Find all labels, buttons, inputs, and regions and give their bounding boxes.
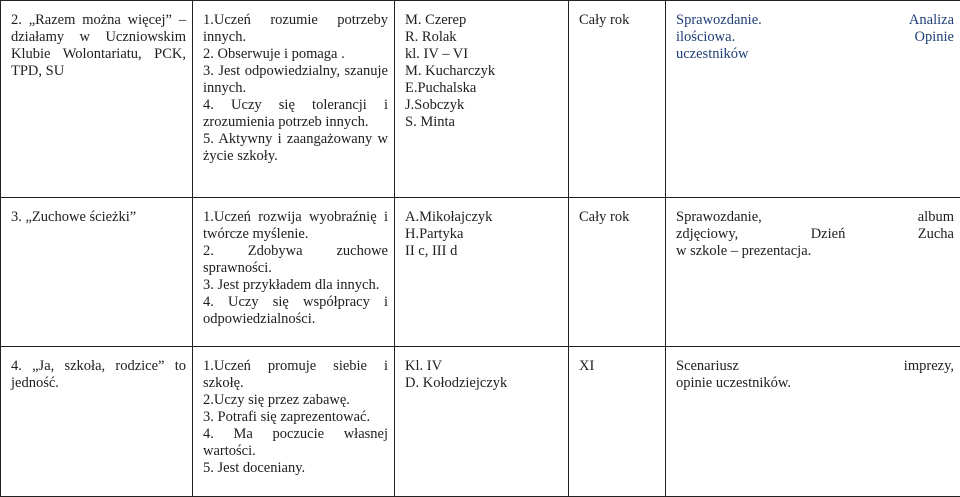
outcome-line: 2. Obserwuje i pomaga . bbox=[203, 46, 345, 62]
outcome-line: 2. Zdobywa zuchowe bbox=[203, 242, 388, 259]
evaluation-cell bbox=[666, 197, 960, 346]
task-line: Klubie Wolontariatu, PCK, bbox=[11, 46, 186, 62]
outcomes-cell bbox=[193, 1, 395, 198]
evaluation-line: ilościowa. Opinie bbox=[676, 29, 954, 45]
outcomes-cell bbox=[193, 197, 395, 346]
responsible-line: A.Mikołajczyk bbox=[405, 208, 493, 225]
outcome-line: sprawności. bbox=[203, 259, 272, 276]
outcome-line: wartości. bbox=[203, 442, 256, 459]
term-text: Cały rok bbox=[579, 12, 630, 28]
outcome-line: 4. Ma poczucie własnej bbox=[203, 425, 388, 442]
task-cell bbox=[1, 1, 193, 198]
evaluation-line: uczestników bbox=[676, 46, 749, 62]
term-cell bbox=[569, 197, 666, 346]
evaluation-cell bbox=[666, 1, 960, 198]
outcome-line: 3. Potrafi się zaprezentować. bbox=[203, 408, 371, 425]
responsible-line: J.Sobczyk bbox=[405, 97, 465, 113]
responsible-line: M. Kucharczyk bbox=[405, 63, 496, 79]
outcome-line: odpowiedzialności. bbox=[203, 310, 316, 327]
responsible-line: Kl. IV bbox=[405, 357, 443, 374]
evaluation-cell bbox=[666, 346, 960, 496]
outcome-line: szkołę. bbox=[203, 374, 244, 391]
responsible-line: S. Minta bbox=[405, 114, 455, 130]
outcome-line: 3. Jest przykładem dla innych. bbox=[203, 276, 380, 293]
task-cell bbox=[1, 197, 193, 346]
term-text: XI bbox=[579, 357, 595, 374]
outcome-line: życie szkoły. bbox=[203, 148, 278, 164]
outcome-line: 1.Uczeń rozumie potrzeby bbox=[203, 12, 388, 28]
evaluation-line: zdjęciowy, Dzień Zucha bbox=[676, 225, 954, 242]
responsible-cell bbox=[395, 1, 569, 198]
evaluation-line: Sprawozdanie. Analiza bbox=[676, 12, 954, 28]
evaluation-line: Scenariusz imprezy, bbox=[676, 357, 954, 374]
task-line: jedność. bbox=[11, 374, 59, 391]
outcome-line: 1.Uczeń promuje siebie i bbox=[203, 357, 388, 374]
outcome-line: 5. Jest doceniany. bbox=[203, 459, 306, 476]
task-line: 4. „Ja, szkoła, rodzice” to bbox=[11, 357, 186, 374]
task-line: działamy w Uczniowskim bbox=[11, 29, 186, 45]
responsible-line: II c, III d bbox=[405, 242, 458, 259]
responsible-cell bbox=[395, 197, 569, 346]
outcome-line: 3. Jest odpowiedzialny, szanuje bbox=[203, 63, 388, 79]
outcome-line: 1.Uczeń rozwija wyobraźnię i bbox=[203, 208, 388, 225]
term-cell bbox=[569, 1, 666, 198]
evaluation-line: opinie uczestników. bbox=[676, 374, 792, 391]
outcome-line: twórcze myślenie. bbox=[203, 225, 309, 242]
outcome-line: 4. Uczy się tolerancji i bbox=[203, 97, 388, 113]
outcome-line: 4. Uczy się współpracy i bbox=[203, 293, 388, 310]
table-row bbox=[1, 346, 960, 496]
outcome-line: zrozumienia potrzeb innych. bbox=[203, 114, 369, 130]
responsible-line: D. Kołodziejczyk bbox=[405, 374, 508, 391]
task-line: 2. „Razem można więcej” – bbox=[11, 12, 186, 28]
task-cell bbox=[1, 346, 193, 496]
responsible-line: H.Partyka bbox=[405, 225, 464, 242]
responsible-line: R. Rolak bbox=[405, 29, 457, 45]
outcome-line: 2.Uczy się przez zabawę. bbox=[203, 391, 350, 408]
task-line: TPD, SU bbox=[11, 63, 65, 79]
responsible-line: E.Puchalska bbox=[405, 80, 477, 96]
evaluation-line: Sprawozdanie, album bbox=[676, 208, 954, 225]
outcome-line: innych. bbox=[203, 29, 247, 45]
responsible-line: M. Czerep bbox=[405, 12, 467, 28]
responsible-cell bbox=[395, 346, 569, 496]
term-cell bbox=[569, 346, 666, 496]
outcomes-cell bbox=[193, 346, 395, 496]
table-row bbox=[1, 197, 960, 346]
evaluation-line: w szkole – prezentacja. bbox=[676, 242, 812, 259]
outcome-line: 5. Aktywny i zaangażowany w bbox=[203, 131, 388, 147]
outcome-line: innych. bbox=[203, 80, 247, 96]
responsible-line: kl. IV – VI bbox=[405, 46, 469, 62]
table-row bbox=[1, 1, 960, 198]
task-line: 3. „Zuchowe ścieżki” bbox=[11, 208, 137, 225]
term-text: Cały rok bbox=[579, 208, 630, 225]
